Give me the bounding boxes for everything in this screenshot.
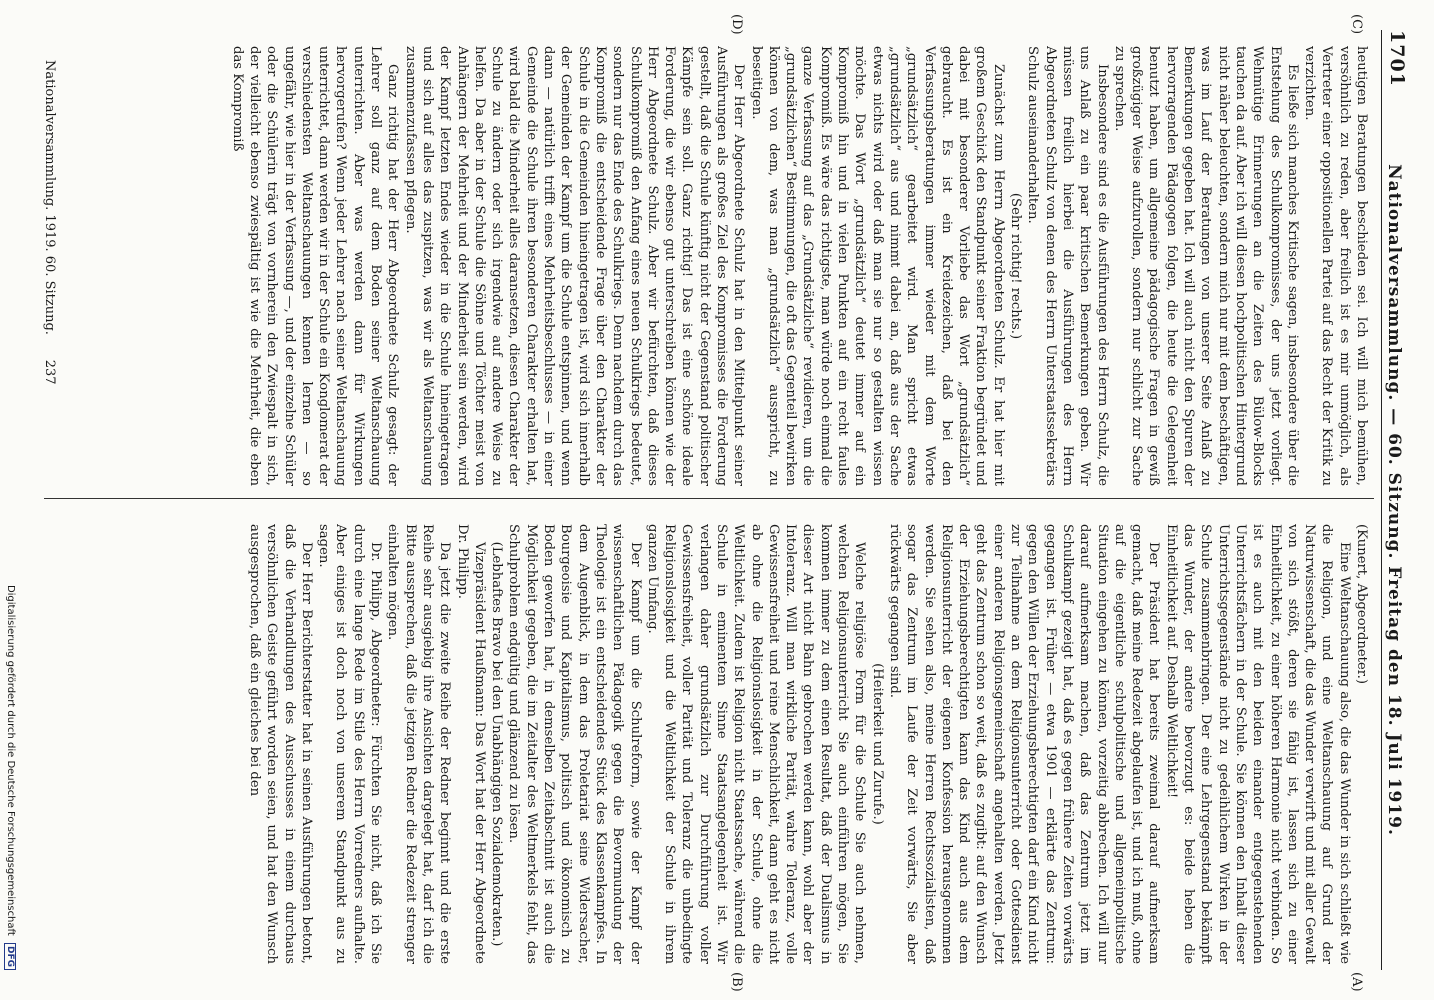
page-header	[1376, 30, 1426, 970]
paragraph: Da jetzt die zweite Reihe der Redner beginnt und die erste Reihe sehr ausgiebig ihre Ansichten dargelegt hat, darf ich die Bitte aussprechen, daß die jetzigen Redner die Redezeit strenger einhalten mögen.	[385, 524, 453, 964]
paragraph: Welche religiöse Form für die Schule Sie auch nehmen, welchen Religionsunterricht Sie auch einführen mögen, Sie kommen immer zu dem einen Resultat, daß der Dualismus in dieser Art nicht Bahn gebrochen werden kann, wohl aber der Intoleranz. Will man wirkliche Parität, wahre Toleranz, volle Gewissensfreiheit und reine Menschlichkeit, dann geht es nicht ab ohne die Religionslosigkeit in der Schule, ohne die Weltlichkeit. Zudem ist Religion nicht Staatssache, während die Schule in eminentem Sinne Staatsangelegenheit ist. Wir verlangen daher grundsätzlich zur Durchführung voller Gewissensfreiheit, voller Parität und Toleranz die unbedingte Religionslosigkeit und die Weltlichkeit der Schule in ihrem ganzen Umfang.	[644, 524, 868, 964]
paragraph: Es ließe sich manches Kritische sagen, insbesondere über die Entstehung des Schulkompromisses, der uns jetzt vorliegt. Wehmütige Erinnerungen an die Zeiten des Bülow-Blocks tauchen da auf. Aber ich will diesen hochpolitischen Hintergrund nicht näher beleuchten, sondern mich nur mit dem beschäftigen, was im Lauf der Beratungen von unserer Seite Anlaß zu Bemerkungen gegeben hat. Ich will auch nicht den Spuren der hervorragenden Pädagogen folgen, die heute die Gelegenheit benutzt haben, um allgemeine pädagogische Fragen in gewiß großzügiger Weise aufzurollen, sondern nur schlicht zur Sache zu sprechen.	[1111, 46, 1300, 486]
footer-page: 237	[42, 359, 57, 385]
text-column-left	[50, 524, 1370, 964]
text-column-right	[50, 46, 1370, 486]
paragraph: (Sehr richtig! rechts.)	[1008, 192, 1024, 340]
paragraph: (Kunert, Abgeordneter.)	[1354, 524, 1369, 684]
margin-mark-d: (D)	[729, 14, 744, 35]
paragraph: Der Präsident hat bereits zweimal darauf aufmerksam gemacht, daß meine Redezeit abgelaufen ist, und ich muß, ohne auf die eigentliche schulpolitische und allgemeinpolitische Situation eingehen zu können, vorzeitig abbrechen. Ich will nur darauf aufmerksam machen, daß das Zentrum jetzt im Schulkampf gezeigt hat, daß es gegen frühere Zeiten vorwärts gegangen ist. Früher — etwa 1901 — erklärte das Zentrum: gegen den Willen der Erziehungsberechtigten darf ein Kind nicht zur Teilnahme an dem Religionsunterricht oder Gottesdienst einer anderen Religionsgemeinschaft angehalten werden. Jetzt geht das Zentrum schon so weit, daß es zugibt: auf den Wunsch der Erziehungsberechtigten kann das Kind auch aus dem Religionsunterricht der eigenen Konfession herausgenommen werden. Sie sehen also, meine Herren Rechtssozialisten, daß sogar das Zentrum im Laufe der Zeit vorwärts, Sie aber rückwärts gegangen sind.	[886, 524, 1162, 964]
digitization-credit	[4, 585, 16, 970]
paragraph: (Heiterkeit und Zurufe.)	[869, 663, 885, 825]
paragraph: Zunächst zum Herrn Abgeordneten Schulz. Er hat hier mit großem Geschick den Standpunkt seiner Fraktion begründet und dabei mit besonderer Vorliebe das Wort „grundsätzlich“ gebraucht. Es ist ein Kreidezeichen, daß bei den Verfassungsberatungen immer wieder mit dem Worte „grundsätzlich“ gearbeitet wird. Man spricht etwas „grundsätzlich“ aus und nimmt dabei an, daß aus der Sache etwas nichts wird oder daß man sie nur so gestalten wissen möchte. Das Wort „grundsätzlich“ deutet immer auf ein Kompromiß hin und in vielen Punkten auf ein recht faules Kompromiß. Es wäre das richtigste, man würde noch einmal die ganze Verfassung auf das „Grundsätzliche“ revidieren, um die „grundsätzlichen“ Bestimmungen, die oft das Gegenteil bewirken können von dem, was man „grundsätzlich“ ausspricht, zu beseitigen.	[748, 46, 1006, 486]
paragraph: Ganz richtig hat der Herr Abgeordnete Schulz gesagt: der Lehrer soll ganz auf dem Boden seiner Weltanschauung unterrichten. Aber was werden dann für Wirkungen hervorgerufen? Wenn jeder Lehrer nach seiner Weltanschauung unterrichtet, dann werden wir in der Schule ein Konglomerat der verschiedensten Weltanschauungen kennen lernen — so ungefähr, wie hier in der Verfassung —, und der einzelne Schüler oder die Schülerin trägt von vornherein den Zwiespalt in sich, der vielleicht ebenso zwiespältig ist wie die Mehrheit, die eben das Kompromiß	[229, 46, 401, 486]
page-number: 1701	[1386, 30, 1408, 87]
header-rule	[1381, 30, 1382, 970]
paragraph: Eine Weltanschauung also, die das Wunder in sich schließt wie die Religion, und eine Weltanschauung auf Grund der Naturwissenschaft, die das Wunder verwirft und mit aller Gewalt von sich stößt, deren sie fähig ist, lassen sich zu einer Einheitlichkeit, zu einer höheren Harmonie nicht verbinden. So ist es auch mit den beiden einander entgegenstehenden Unterrichtsfächern in der Schule. Sie können den Inhalt dieser Unterrichtsgegenstände nicht zu gedeihlichem Wirken in der Schule zusammenbringen. Der eine Lehrgegenstand bekämpft das Wunder, der andere bevorzugt es: beide heben die Einheitlichkeit auf. Deshalb Weltlichkeit!	[1163, 524, 1352, 964]
footer-info	[42, 60, 57, 385]
paragraph: heutigen Beratungen beschieden sei. Ich will mich bemühen, versöhnlich zu reden, aber freilich ist es mir unmöglich, als Vertreter einer oppositionellen Partei auf das Recht der Kritik zu verzichten.	[1302, 46, 1369, 486]
footer-left-text: Nationalversammlung. 1919. 60. Sitzung.	[42, 60, 57, 335]
paragraph: Der Kampf um die Schulreform, sowie der Kampf der wissenschaftlichen Pädagogik gegen die Bevormundung der Theologie ist ein entscheidendes Stück des Klassenkampfes. In dem Augenblick, in dem das Proletariat seine Widersacher, Bourgeoisie und Kapitalismus, politisch und ökonomisch zu Boden geworfen hat, in demselben Zeitabschnitt ist auch die Möglichkeit gegeben, die im Zeitalter des Weltmerkels fehlt, das Schulproblem endgültig und glänzend zu lösen.	[506, 524, 643, 964]
margin-mark-a: (A)	[1349, 972, 1364, 992]
margin-mark-c: (C)	[1349, 14, 1364, 35]
margin-mark-b: (B)	[729, 972, 744, 992]
paragraph: Dr. Philipp, Abgeordneter: Fürchten Sie nicht, daß ich Sie durch eine lange Rede im Stile des Herrn Vorredners aufhalte. Aber einiges ist doch noch von unserem Standpunkt aus zu sagen.	[316, 524, 384, 964]
paragraph: Der Herr Abgeordnete Schulz hat in den Mittelpunkt seiner Ausführungen als großes Ziel des Kompromisses die Forderung gestellt, daß die Schule künftig nicht der Gegenstand politischer Kämpfe sein soll. Ganz richtig! Das ist eine schöne ideale Forderung, die wir ebenso gut unterschreiben können wie der Herr Abgeordnete Schulz. Aber wir befürchten, daß dieses Schulkompromiß den Anfang eines neuen Schulkriegs bedeutet, sondern nur das Ende des Schulkriegs. Denn nachdem durch das Kompromiß die entscheidende Frage über den Charakter der Schule in die Gemeinden hineingetragen ist, wird sich innerhalb der Gemeinden der Kampf um die Schule entspinnen, und wenn dann — natürlich trifft eines Mehrheitsbeschlusses — in einer Gemeinde die Schule ihren besonderen Charakter erhalten hat, wird bald die Minderheit alles daransetzen, diesen Charakter der Schule zu ändern oder sich irgendwie auf andere Weise zu helfen. Da aber in der Schule die Söhne und Töchter meist von Anhängern der Mehrheit und der Minderheit sein werden, wird der Kampf letzten Endes wieder in die Schule hineingetragen und sich auf alles das zuspitzen, was wir als Weltanschauung zusammenzufassen pflegen.	[402, 46, 747, 486]
paragraph: Der Herr Berichterstatter hat in seinen Ausführungen betont, daß die Verhandlungen des Ausschusses in einem durchaus versöhnlichen Geiste geführt worden seien, und hat den Wunsch ausgesprochen, daß ein gleiches bei den	[247, 524, 314, 964]
page-title: Nationalversammlung. — 60. Sitzung. Freitag den 18. Juli 1919.	[1384, 164, 1404, 836]
paragraph: Vizepräsident Haußmann: Das Wort hat der Herr Abgeordnete Dr. Philipp.	[454, 524, 487, 964]
credit-text: Digitalisierung gefördert durch die Deutsche Forschungsgemeinschaft	[5, 584, 16, 936]
column-divider	[44, 498, 1374, 499]
dfg-logo: DFG	[4, 943, 16, 970]
paragraph: Insbesondere sind es die Ausführungen des Herrn Schulz, die uns Anlaß zu ein paar kritischen Bemerkungen geben. Wir müssen freilich hierbei die Ausführungen des Herrn Abgeordneten Schulz von denen des Herrn Unterstaatssekretärs Schulz auseinanderhalten.	[1025, 46, 1110, 486]
paragraph: (Lebhaftes Bravo bei den Unabhängigen Sozialdemokraten.)	[489, 541, 505, 947]
